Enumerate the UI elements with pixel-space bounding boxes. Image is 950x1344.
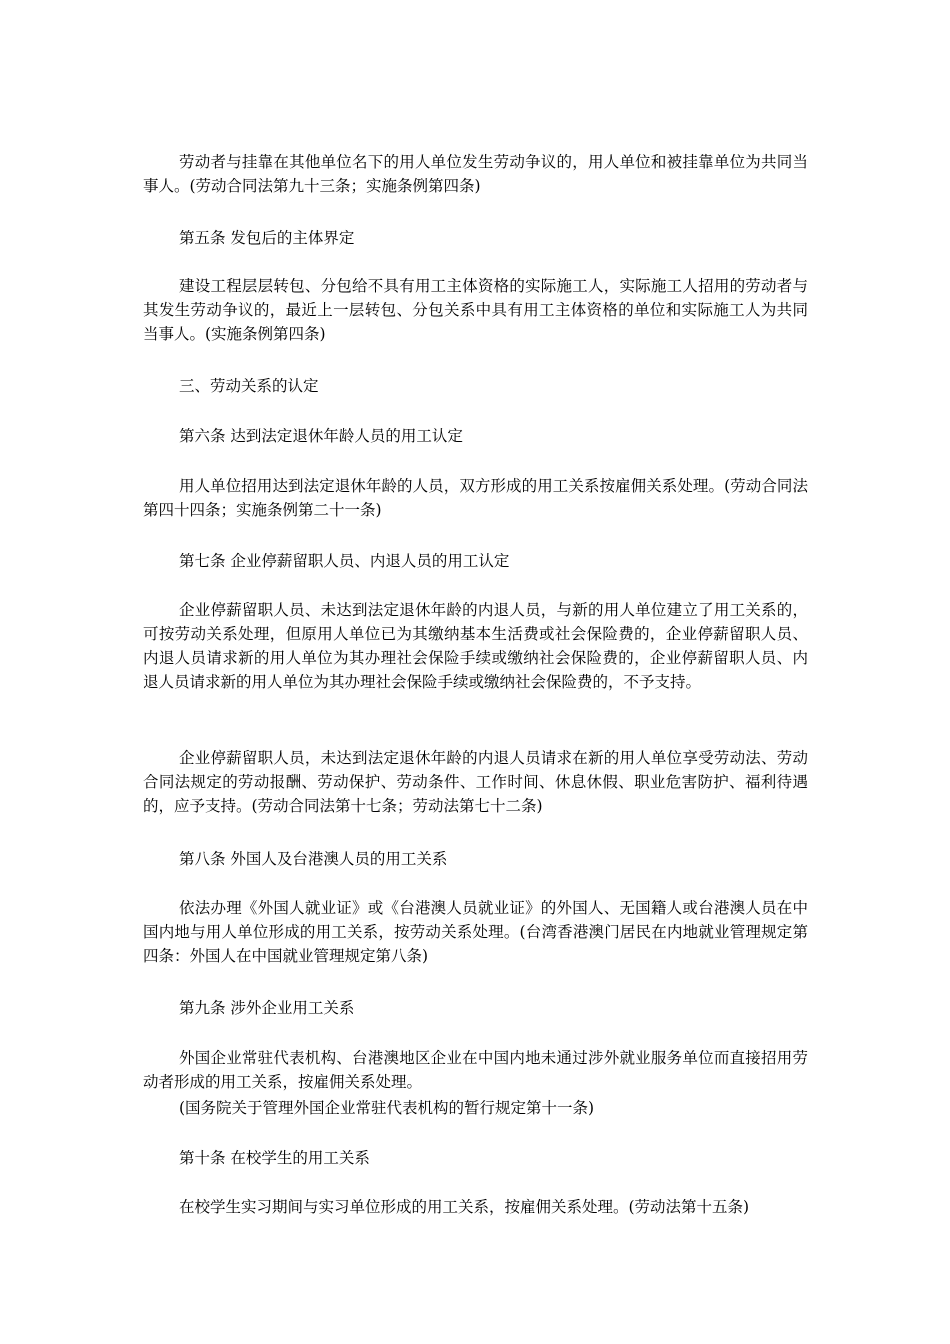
paragraph-retired-employment: 用人单位招用达到法定退休年龄的人员，双方形成的用工关系按雇佣关系处理。(劳动合同法第四十四条；实施条例第二十一条) (143, 477, 808, 519)
heading-article-9: 第九条 涉外企业用工关系 (179, 999, 355, 1017)
paragraph-subcontract-parties: 建设工程层层转包、分包给不具有用工主体资格的实际施工人，实际施工人招用的劳动者与其发生劳动争议的，最近上一层转包、分包关系中具有用工主体资格的单位和实际施工人为共同当事人。(实施条例第四条) (143, 277, 808, 343)
heading-section-3: 三、劳动关系的认定 (179, 377, 319, 395)
heading-article-10: 第十条 在校学生的用工关系 (179, 1149, 370, 1167)
paragraph-foreign-workers: 依法办理《外国人就业证》或《台港澳人员就业证》的外国人、无国籍人或台港澳人员在中国内地与用人单位形成的用工关系，按劳动关系处理。(台湾香港澳门居民在内地就业管理规定第四条：外国人在中国就业管理规定第八条) (143, 899, 808, 965)
paragraph-student-interns: 在校学生实习期间与实习单位形成的用工关系，按雇佣关系处理。(劳动法第十五条) (179, 1198, 750, 1216)
heading-article-7: 第七条 企业停薪留职人员、内退人员的用工认定 (179, 552, 510, 570)
paragraph-suspended-staff-rights: 企业停薪留职人员，未达到法定退休年龄的内退人员请求在新的用人单位享受劳动法、劳动合同法规定的劳动报酬、劳动保护、劳动条件、工作时间、休息休假、职业危害防护、福利待遇的，应予支持。(劳动合同法第十七条；劳动法第七十二条) (143, 749, 808, 815)
heading-article-5: 第五条 发包后的主体界定 (179, 229, 355, 247)
paragraph-affiliated-parties: 劳动者与挂靠在其他单位名下的用人单位发生劳动争议的，用人单位和被挂靠单位为共同当事人。(劳动合同法第九十三条；实施条例第四条) (143, 153, 808, 195)
heading-article-6: 第六条 达到法定退休年龄人员的用工认定 (179, 427, 463, 445)
paragraph-suspended-staff: 企业停薪留职人员、未达到法定退休年龄的内退人员，与新的用人单位建立了用工关系的，可按劳动关系处理，但原用人单位已为其缴纳基本生活费或社会保险费的，企业停薪留职人员、内退人员请求新的用人单位为其办理社会保险手续或缴纳社会保险费的，企业停薪留职人员、内退人员请求新的用人单位为其办理社会保险手续或缴纳社会保险费的，不予支持。 (143, 601, 808, 691)
paragraph-citation-state-council: (国务院关于管理外国企业常驻代表机构的暂行规定第十一条) (179, 1099, 595, 1117)
heading-article-8: 第八条 外国人及台港澳人员的用工关系 (179, 850, 448, 868)
paragraph-foreign-enterprise: 外国企业常驻代表机构、台港澳地区企业在中国内地未通过涉外就业服务单位而直接招用劳动者形成的用工关系，按雇佣关系处理。 (143, 1049, 808, 1091)
